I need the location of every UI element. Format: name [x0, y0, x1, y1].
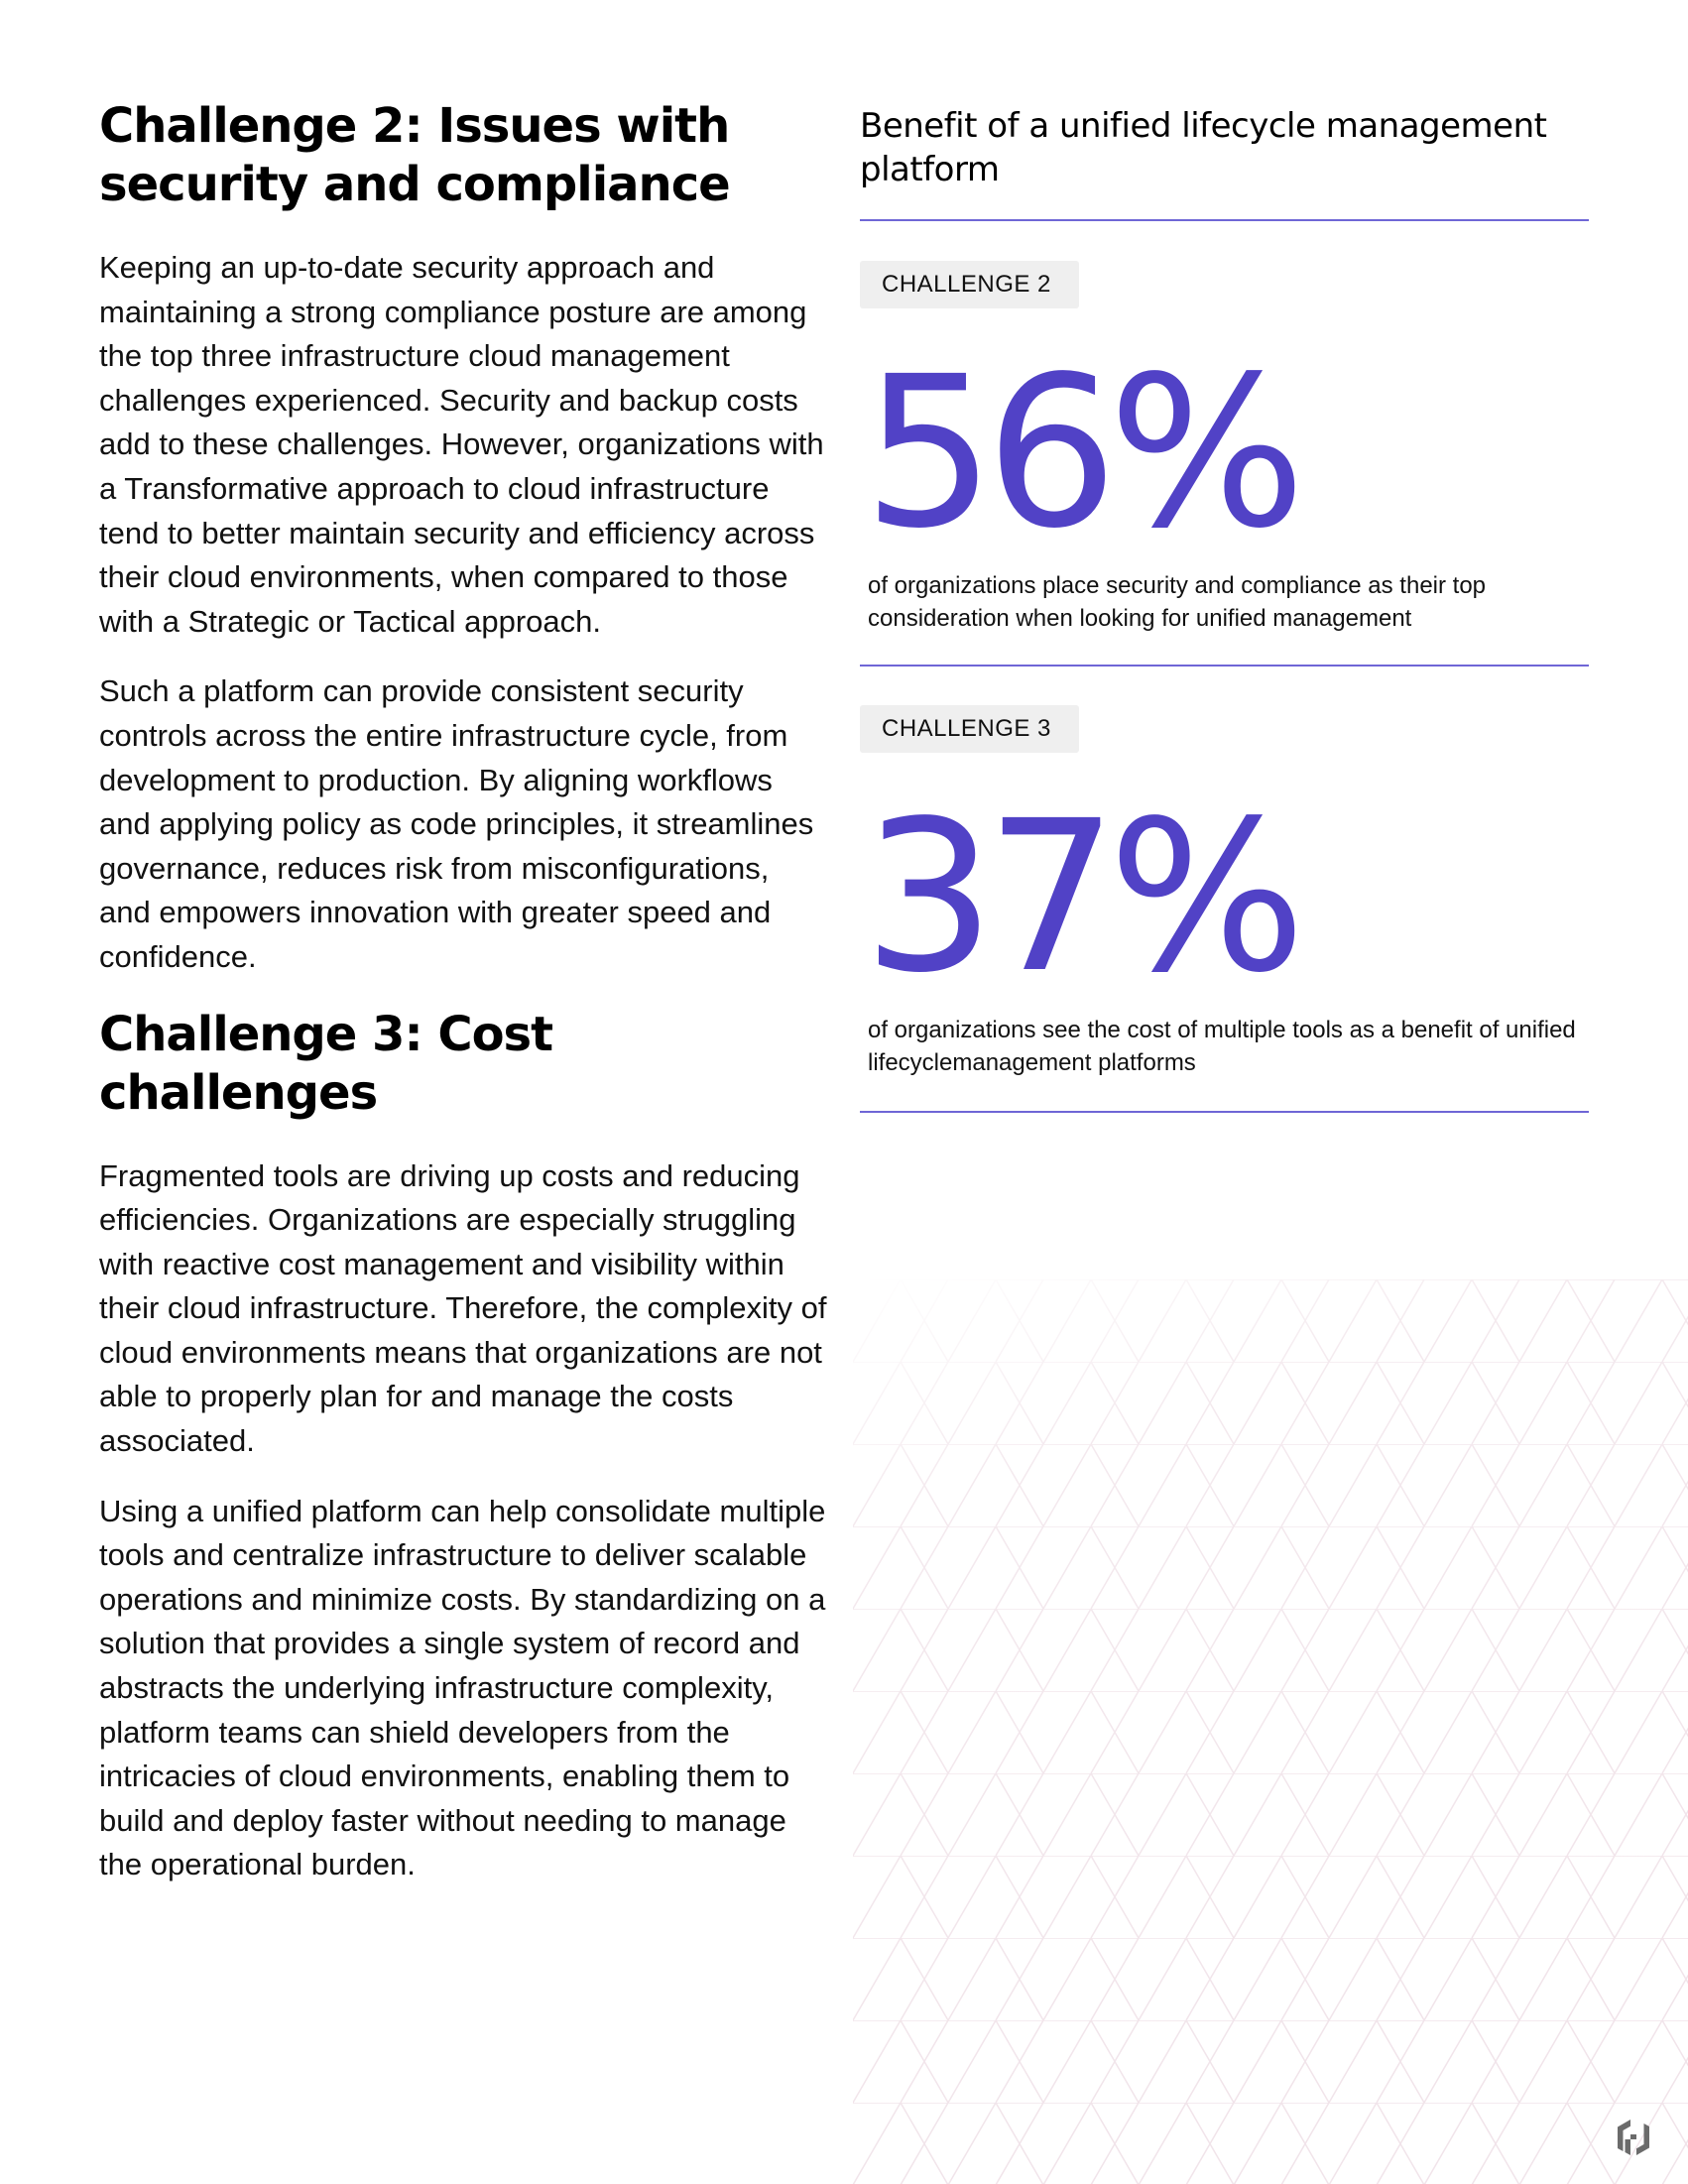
divider [860, 219, 1589, 221]
sidebar-title: Benefit of a unified lifecycle management platform [860, 106, 1547, 189]
challenge-2-stat-description: of organizations place security and compliance as their top consideration when looking for unified management [868, 572, 1487, 632]
challenge-3-paragraph: Fragmented tools are driving up costs and reducing efficiencies. Organizations are especially struggling with reactive cost management and visibility within their cloud infrastructure. Therefore, the complexity of cloud environments means that organizations are not able to properly plan for and manage the costs associated. [99, 1157, 827, 1459]
challenge-2-paragraph: Keeping an up-to-date security approach and maintaining a strong compliance posture are among the top three infrastructure cloud management challenges experienced. Security and backup costs add to these challenges. However, organizations with a Transformative approach to cloud infrastructure tend to better maintain security and efficiency across their cloud environments, when compared to those with a Strategic or Tactical approach. [99, 250, 824, 639]
challenge-2-heading: Challenge 2: Issues with security and compliance [99, 98, 730, 212]
triangle-pattern-background [853, 1279, 1688, 2184]
main-content [99, 97, 828, 1887]
challenge-3-tag: CHALLENGE 3 [860, 705, 1079, 753]
challenge-3-paragraph: Using a unified platform can help consolidate multiple tools and centralize infrastructure to deliver scalable operations and minimize costs. By standardizing on a solution that provides a single system of record and abstracts the underlying infrastructure complexity, platform teams can shield developers from the intricacies of cloud environments, enabling them to build and deploy faster without needing to manage the operational burden. [99, 1493, 826, 1882]
challenge-3-heading: Challenge 3: Cost challenges [99, 1006, 553, 1121]
divider [860, 665, 1589, 667]
challenge-3-stat-description: of organizations see the cost of multiple tools as a benefit of unified lifecyclemanagement platforms [868, 1017, 1576, 1076]
challenge-2-tag: CHALLENGE 2 [860, 261, 1079, 308]
challenge-3-stat-value: 37% [863, 776, 1296, 1019]
sidebar [860, 104, 1589, 191]
challenge-2-paragraph: Such a platform can provide consistent security controls across the entire infrastructure cycle, from development to production. By aligning workflows and applying policy as code principles, it streamlines governance, reduces risk from misconfigurations, and empowers innovation with greater speed and confidence. [99, 673, 814, 974]
divider [860, 1111, 1589, 1113]
challenge-2-stat-value: 56% [863, 331, 1296, 574]
hashicorp-logo-icon [1615, 2118, 1652, 2157]
